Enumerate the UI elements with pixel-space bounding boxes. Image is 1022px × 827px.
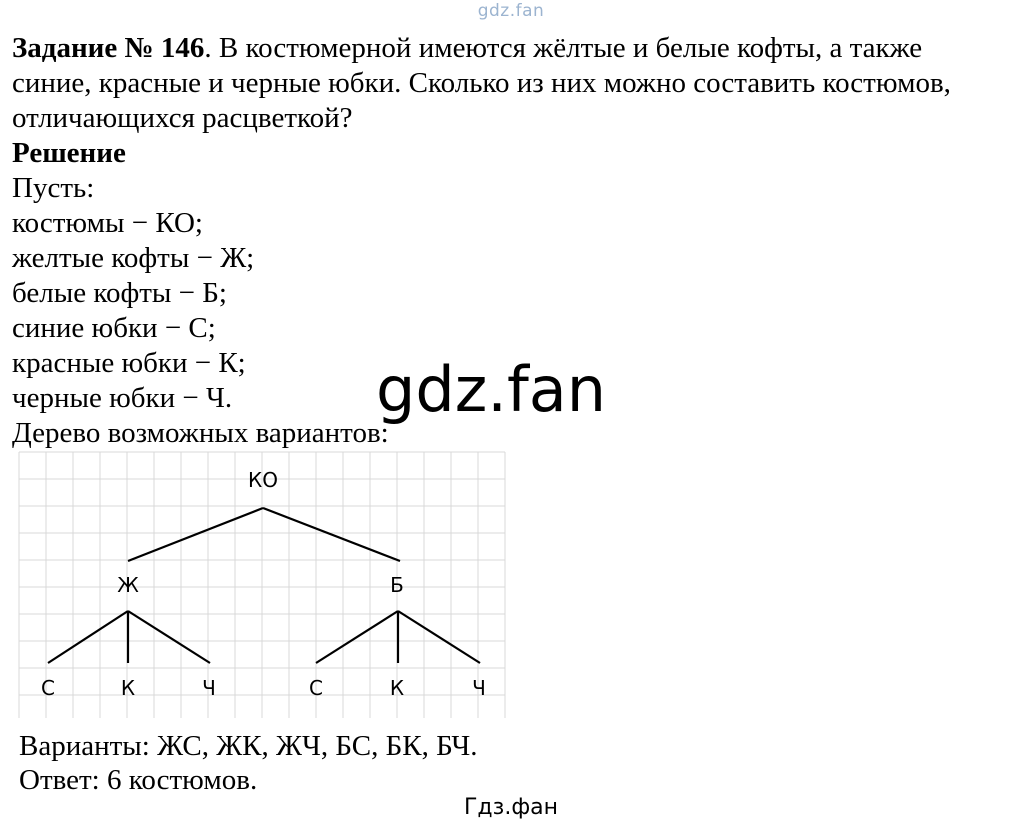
node-level2: К [389, 676, 405, 700]
edge-zh-s [48, 611, 128, 663]
solution-line: белые кофты − Б; [12, 277, 227, 309]
node-level2: С [309, 676, 323, 700]
edge-ko-zh [128, 508, 263, 561]
solution-line: костюмы − КО; [12, 207, 203, 239]
task-title: Задание № 146 [12, 32, 205, 64]
node-level2: Ч [202, 676, 216, 700]
task-line-2: синие, красные и черные юбки. Сколько из них можно составить костюмов, [12, 67, 951, 99]
node-level2: К [120, 676, 136, 700]
tree-edges [48, 508, 480, 663]
watermark-center: gdz.fan [376, 353, 607, 426]
result-block [19, 729, 477, 797]
node-level1: Б [390, 573, 404, 597]
solution-line: желтые кофты − Ж; [12, 242, 255, 274]
edge-b-ch [398, 611, 480, 663]
task-line-3: отличающихся расцветкой? [12, 102, 353, 134]
edge-b-s [316, 611, 398, 663]
solution-line: Пусть: [12, 172, 95, 204]
node-level2: Ч [472, 676, 486, 700]
variants-line: Варианты: ЖС, ЖК, ЖЧ, БС, БК, БЧ. [19, 730, 478, 762]
task-line-1: Задание № 146. В костюмерной имеются жёлтые и белые кофты, а также [12, 32, 923, 64]
answer-line: Ответ: 6 костюмов. [19, 764, 258, 796]
solution-line: Дерево возможных вариантов: [12, 417, 389, 449]
node-level2: С [41, 676, 55, 700]
solution-line: черные юбки − Ч. [12, 382, 233, 414]
solution-heading: Решение [12, 137, 126, 169]
node-root: КО [248, 468, 278, 492]
edge-zh-ch [128, 611, 210, 663]
edge-ko-b [263, 508, 400, 561]
watermark-bottom: Гдз.фан [464, 795, 558, 820]
node-level1: Ж [117, 573, 139, 597]
solution-line: синие юбки − С; [12, 312, 216, 344]
solution-line: красные юбки − К; [12, 347, 246, 379]
watermark-top: gdz.fan [477, 1, 545, 21]
